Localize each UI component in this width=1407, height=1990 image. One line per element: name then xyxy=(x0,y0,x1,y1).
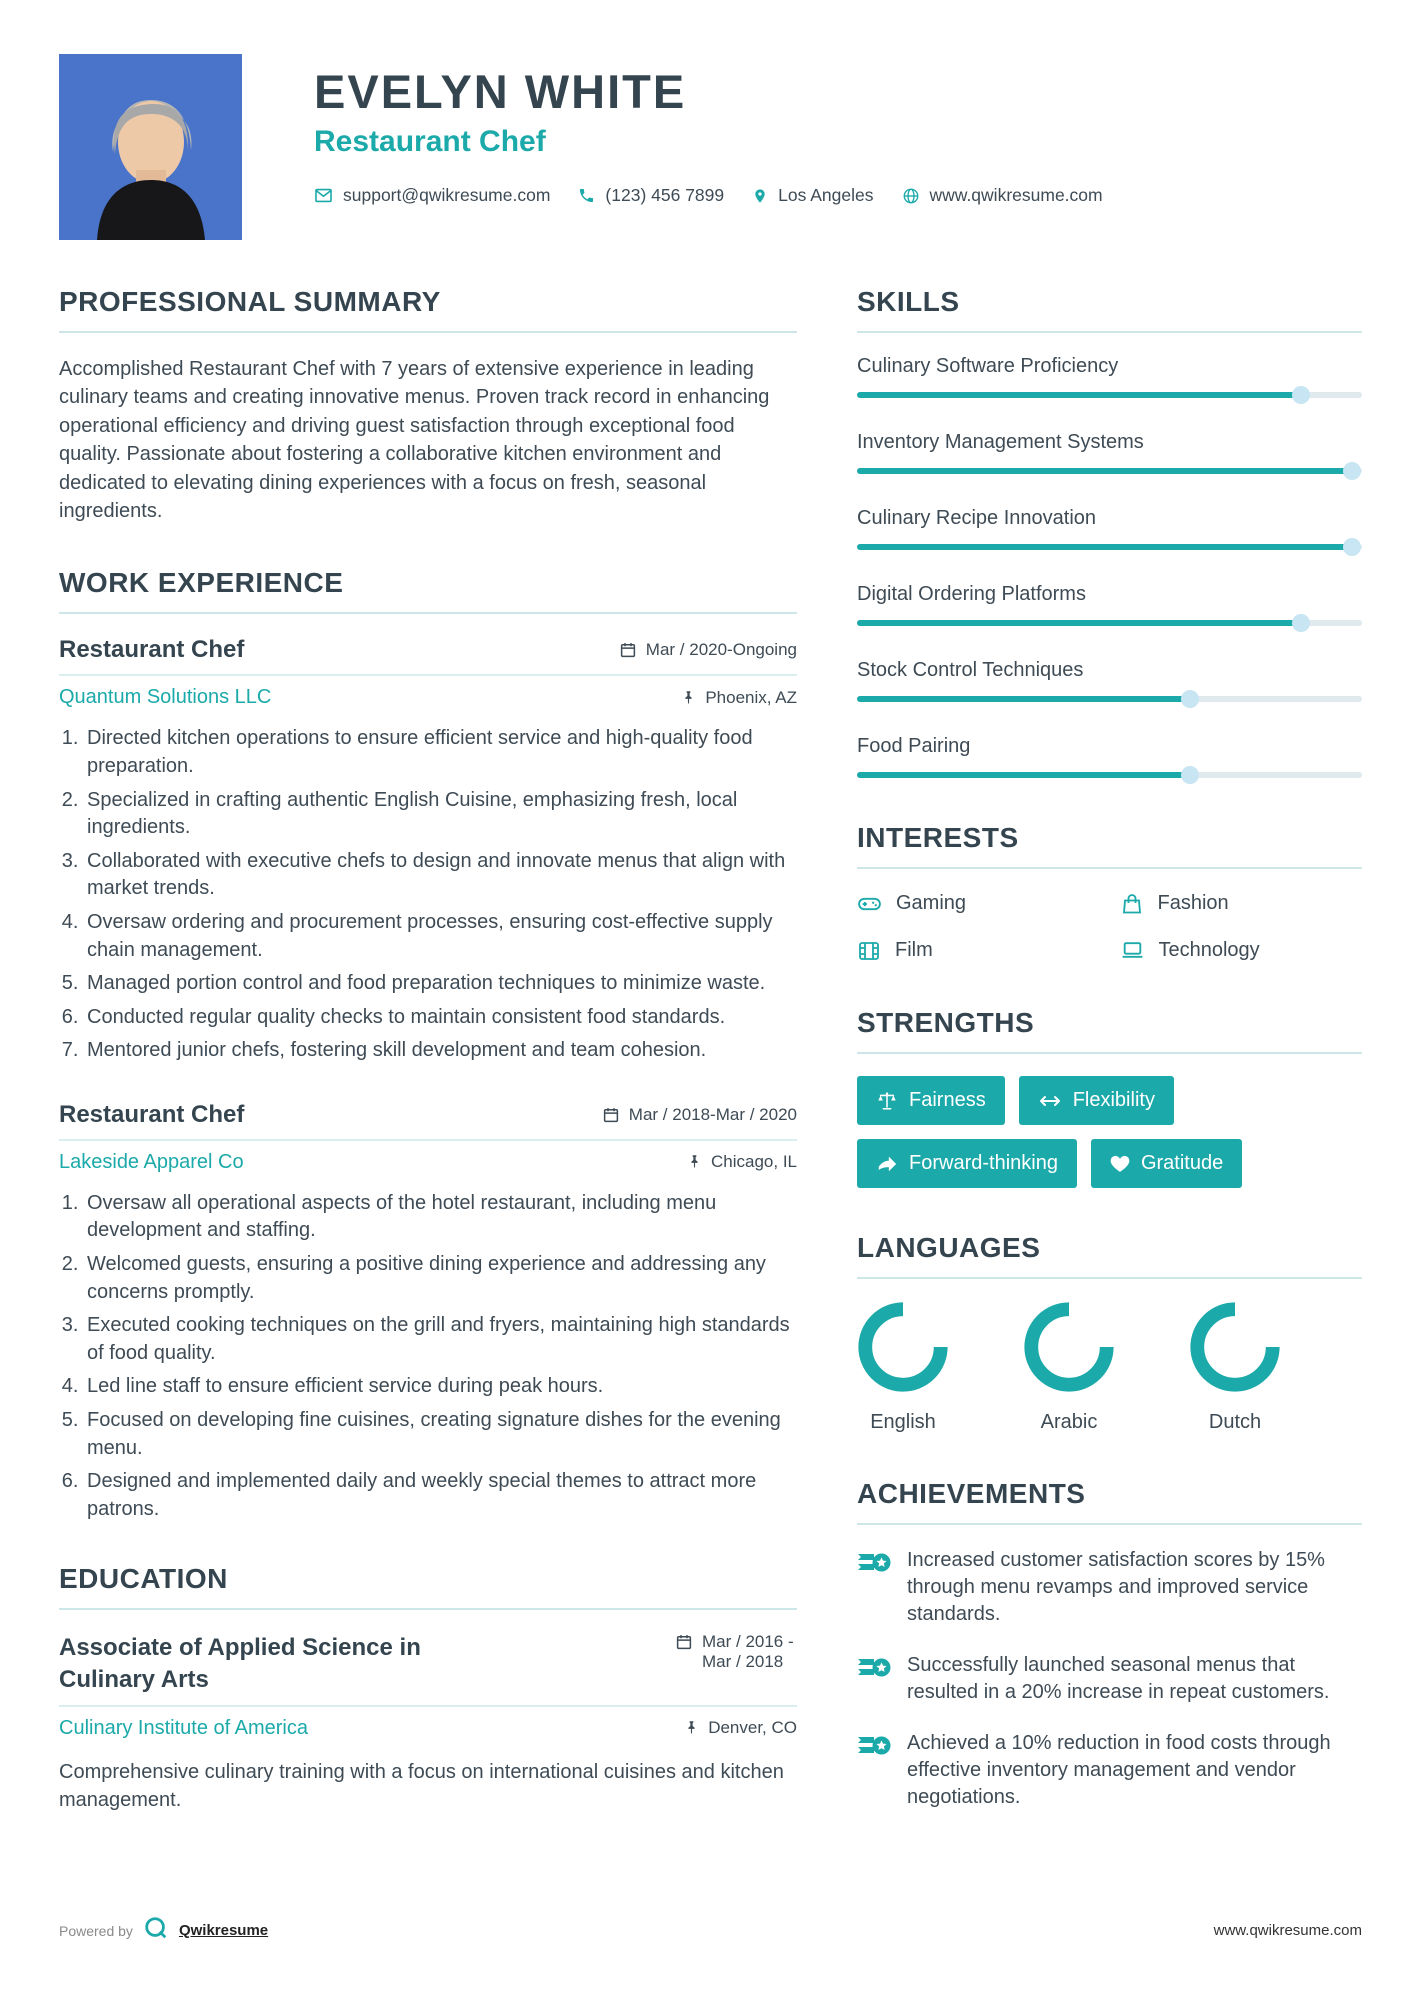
language-label: English xyxy=(870,1411,936,1433)
skill-bar xyxy=(857,392,1362,398)
interest-label: Gaming xyxy=(896,892,967,914)
content-columns xyxy=(59,286,1362,1915)
language-item xyxy=(857,1301,949,1434)
contact-email[interactable] xyxy=(314,185,550,206)
job-dates-text: Mar / 2020-Ongoing xyxy=(645,640,797,660)
experience-bullet: 1. Oversaw all operational aspects of the hotel restaurant, including menu development and staffing. xyxy=(84,1190,797,1245)
achievement-item xyxy=(857,1730,1362,1811)
skill-bar xyxy=(857,620,1362,626)
calendar-icon xyxy=(602,1106,620,1124)
job-location-text: Phoenix, AZ xyxy=(705,687,797,707)
header-info xyxy=(314,54,1103,240)
company-name: Quantum Solutions LLC xyxy=(59,686,272,709)
gamepad-icon xyxy=(857,891,882,916)
section-languages xyxy=(857,1232,1362,1434)
strength-label: Flexibility xyxy=(1072,1089,1155,1111)
film-icon xyxy=(857,939,881,963)
skill-knob xyxy=(1343,538,1361,556)
language-label: Arabic xyxy=(1040,1411,1098,1433)
job-title: Restaurant Chef xyxy=(59,636,245,664)
achievements-heading: ACHIEVEMENTS xyxy=(857,1478,1362,1525)
experience-bullet: 6. Conducted regular quality checks to maintain consistent food standards. xyxy=(84,1004,797,1032)
calendar-icon xyxy=(675,1633,693,1651)
summary-heading: PROFESSIONAL SUMMARY xyxy=(59,286,797,333)
job-entry xyxy=(59,636,797,1065)
job-location-text: Chicago, IL xyxy=(711,1152,797,1172)
job-company-row xyxy=(59,686,797,709)
achievement-item xyxy=(857,1652,1362,1706)
badge-icon xyxy=(857,1654,891,1706)
brand-link[interactable]: Qwikresume xyxy=(178,1922,269,1939)
skill-item xyxy=(857,431,1362,474)
pushpin-icon xyxy=(681,689,696,706)
skill-item xyxy=(857,735,1362,778)
skill-fill xyxy=(857,772,1190,778)
heart-icon xyxy=(1110,1154,1130,1173)
qwikresume-logo-icon xyxy=(143,1915,169,1946)
profile-photo-illustration xyxy=(59,54,242,240)
strength-label: Gratitude xyxy=(1140,1152,1224,1174)
pushpin-icon xyxy=(684,1719,699,1736)
skill-knob xyxy=(1292,386,1310,404)
profile-photo xyxy=(59,54,242,240)
achievement-item xyxy=(857,1547,1362,1628)
job-company-row xyxy=(59,1151,797,1174)
strength-pill xyxy=(857,1139,1077,1188)
map-pin-icon xyxy=(752,187,768,205)
skill-label: Inventory Management Systems xyxy=(857,431,1144,453)
education-location xyxy=(684,1718,797,1738)
language-item xyxy=(1023,1301,1115,1434)
work-heading: WORK EXPERIENCE xyxy=(59,567,797,614)
candidate-title: Restaurant Chef xyxy=(314,125,546,158)
skill-label: Culinary Recipe Innovation xyxy=(857,507,1097,529)
job-title-row xyxy=(59,636,797,664)
skill-knob xyxy=(1292,614,1310,632)
contact-phone xyxy=(578,185,724,206)
skill-item xyxy=(857,583,1362,626)
languages-list xyxy=(857,1301,1362,1434)
skill-fill xyxy=(857,620,1301,626)
calendar-icon xyxy=(619,641,637,659)
job-entry xyxy=(59,1101,797,1524)
interest-item xyxy=(1120,938,1363,963)
left-column xyxy=(59,286,797,1915)
divider xyxy=(59,1705,797,1707)
education-dates xyxy=(675,1632,797,1672)
skill-fill xyxy=(857,468,1352,474)
header xyxy=(59,54,1362,240)
skill-fill xyxy=(857,392,1301,398)
skill-label: Digital Ordering Platforms xyxy=(857,583,1086,605)
skill-fill xyxy=(857,696,1190,702)
interests-grid xyxy=(857,891,1362,963)
skills-heading: SKILLS xyxy=(857,286,1362,333)
experience-bullet: 6. Designed and implemented daily and weekly special themes to attract more patrons. xyxy=(84,1468,797,1523)
footer xyxy=(59,1915,1362,1990)
job-bullet-list xyxy=(59,725,797,1065)
contact-row xyxy=(314,185,1103,206)
education-description: Comprehensive culinary training with a focus on international cuisines and kitchen management. xyxy=(59,1760,784,1812)
phone-text: (123) 456 7899 xyxy=(605,185,725,205)
section-education xyxy=(59,1563,797,1814)
left-right-arrow-icon xyxy=(1038,1093,1062,1109)
experience-bullet: 3. Collaborated with executive chefs to design and innovate menus that align with market trends. xyxy=(84,848,797,903)
skill-item xyxy=(857,355,1362,398)
skill-item xyxy=(857,659,1362,702)
skill-knob xyxy=(1181,690,1199,708)
skill-label: Food Pairing xyxy=(857,735,971,757)
skill-label: Stock Control Techniques xyxy=(857,659,1084,681)
interest-label: Fashion xyxy=(1157,892,1229,914)
skill-label: Culinary Software Proficiency xyxy=(857,355,1119,377)
job-location xyxy=(687,1152,797,1172)
strength-pill xyxy=(1091,1139,1242,1188)
achievement-text: Successfully launched seasonal menus that resulted in a 20% increase in repeat customers. xyxy=(907,1654,1330,1703)
fashion-bag-icon xyxy=(1120,892,1144,916)
candidate-name: EVELYN WHITE xyxy=(314,65,687,118)
experience-bullet: 4. Led line staff to ensure efficient service during peak hours. xyxy=(84,1373,797,1401)
section-professional-summary xyxy=(59,286,797,525)
experience-bullet: 5. Managed portion control and food preparation techniques to minimize waste. xyxy=(84,970,797,998)
job-title-row xyxy=(59,1101,797,1129)
powered-by xyxy=(59,1915,268,1946)
right-column xyxy=(857,286,1362,1915)
location-text: Los Angeles xyxy=(778,185,874,205)
interest-label: Film xyxy=(895,939,933,961)
language-item xyxy=(1189,1301,1281,1434)
strengths-list xyxy=(857,1076,1362,1188)
pushpin-icon xyxy=(687,1153,702,1170)
section-strengths xyxy=(857,1007,1362,1188)
badge-icon xyxy=(857,1549,891,1628)
contact-location xyxy=(752,185,873,206)
skill-bar xyxy=(857,696,1362,702)
experience-bullet: 2. Welcomed guests, ensuring a positive dining experience and addressing any concerns promptly. xyxy=(84,1251,797,1306)
education-dates-text: Mar / 2016 - Mar / 2018 xyxy=(702,1632,794,1672)
section-work-experience xyxy=(59,567,797,1523)
skill-bar xyxy=(857,468,1362,474)
interest-item xyxy=(1120,891,1363,916)
interest-label: Technology xyxy=(1158,939,1260,961)
language-ring xyxy=(1023,1301,1115,1393)
section-interests xyxy=(857,822,1362,963)
experience-bullet: 7. Mentored junior chefs, fostering skill development and team cohesion. xyxy=(84,1037,797,1065)
education-school-row xyxy=(59,1717,797,1740)
school-name: Culinary Institute of America xyxy=(59,1716,308,1739)
job-dates xyxy=(619,640,797,660)
degree-title: Associate of Applied Science in Culinary Arts xyxy=(59,1634,421,1693)
divider xyxy=(59,1139,797,1141)
strength-label: Forward-thinking xyxy=(909,1152,1058,1174)
section-skills xyxy=(857,286,1362,778)
badge-icon xyxy=(857,1732,891,1811)
experience-bullet: 3. Executed cooking techniques on the grill and fryers, maintaining high standards of food quality. xyxy=(84,1312,797,1367)
job-location xyxy=(681,688,797,708)
experience-bullet: 1. Directed kitchen operations to ensure efficient service and high-quality food preparation. xyxy=(84,725,797,780)
skill-bar xyxy=(857,772,1362,778)
globe-icon xyxy=(902,187,920,205)
job-dates xyxy=(602,1105,797,1125)
job-title: Restaurant Chef xyxy=(59,1100,245,1128)
phone-icon xyxy=(578,187,595,204)
strengths-heading: STRENGTHS xyxy=(857,1007,1362,1054)
strength-pill xyxy=(1019,1076,1174,1125)
divider xyxy=(59,674,797,676)
skill-knob xyxy=(1343,462,1361,480)
languages-heading: LANGUAGES xyxy=(857,1232,1362,1279)
language-label: Dutch xyxy=(1208,1411,1262,1433)
skill-bar xyxy=(857,544,1362,550)
strength-pill xyxy=(857,1076,1005,1125)
company-name: Lakeside Apparel Co xyxy=(59,1150,244,1173)
experience-bullet: 2. Specialized in crafting authentic English Cuisine, emphasizing fresh, local ingredients. xyxy=(84,787,797,842)
skill-fill xyxy=(857,544,1352,550)
email-text: support@qwikresume.com xyxy=(343,185,551,205)
education-title-row xyxy=(59,1632,797,1694)
summary-text: Accomplished Restaurant Chef with 7 years of extensive experience in leading culinary teams and creating innovative menus. Proven track record in enhancing operational efficiency and driving guest satisfaction through exceptional food quality. Passionate about fostering a collaborative kitchen environment and dedicated to elevating dining experiences with a focus on fresh, seasonal ingredients. xyxy=(59,358,770,522)
education-location-text: Denver, CO xyxy=(708,1718,797,1738)
experience-bullet: 5. Focused on developing fine cuisines, creating signature dishes for the evening menu. xyxy=(84,1407,797,1462)
contact-website[interactable] xyxy=(902,185,1103,206)
language-ring xyxy=(1189,1301,1281,1393)
education-heading: EDUCATION xyxy=(59,1563,797,1610)
job-bullet-list xyxy=(59,1190,797,1524)
interest-item xyxy=(857,891,1100,916)
footer-website-link[interactable]: www.qwikresume.com xyxy=(1213,1922,1362,1939)
website-text: www.qwikresume.com xyxy=(929,185,1103,205)
section-achievements xyxy=(857,1478,1362,1811)
strength-label: Fairness xyxy=(909,1089,986,1111)
job-dates-text: Mar / 2018-Mar / 2020 xyxy=(628,1104,797,1124)
email-icon xyxy=(314,186,333,205)
interests-heading: INTERESTS xyxy=(857,822,1362,869)
skill-knob xyxy=(1181,766,1199,784)
arrow-right-icon xyxy=(876,1154,898,1173)
interest-item xyxy=(857,938,1100,963)
scales-icon xyxy=(876,1090,898,1111)
language-ring xyxy=(857,1301,949,1393)
achievement-text: Achieved a 10% reduction in food costs through effective inventory management and vendor negotiations. xyxy=(907,1732,1331,1808)
powered-by-label: Powered by xyxy=(59,1922,133,1939)
experience-bullet: 4. Oversaw ordering and procurement processes, ensuring cost-effective supply chain management. xyxy=(84,909,797,964)
achievement-text: Increased customer satisfaction scores by 15% through menu revamps and improved service standards. xyxy=(907,1549,1325,1625)
laptop-icon xyxy=(1120,938,1145,963)
skill-item xyxy=(857,507,1362,550)
